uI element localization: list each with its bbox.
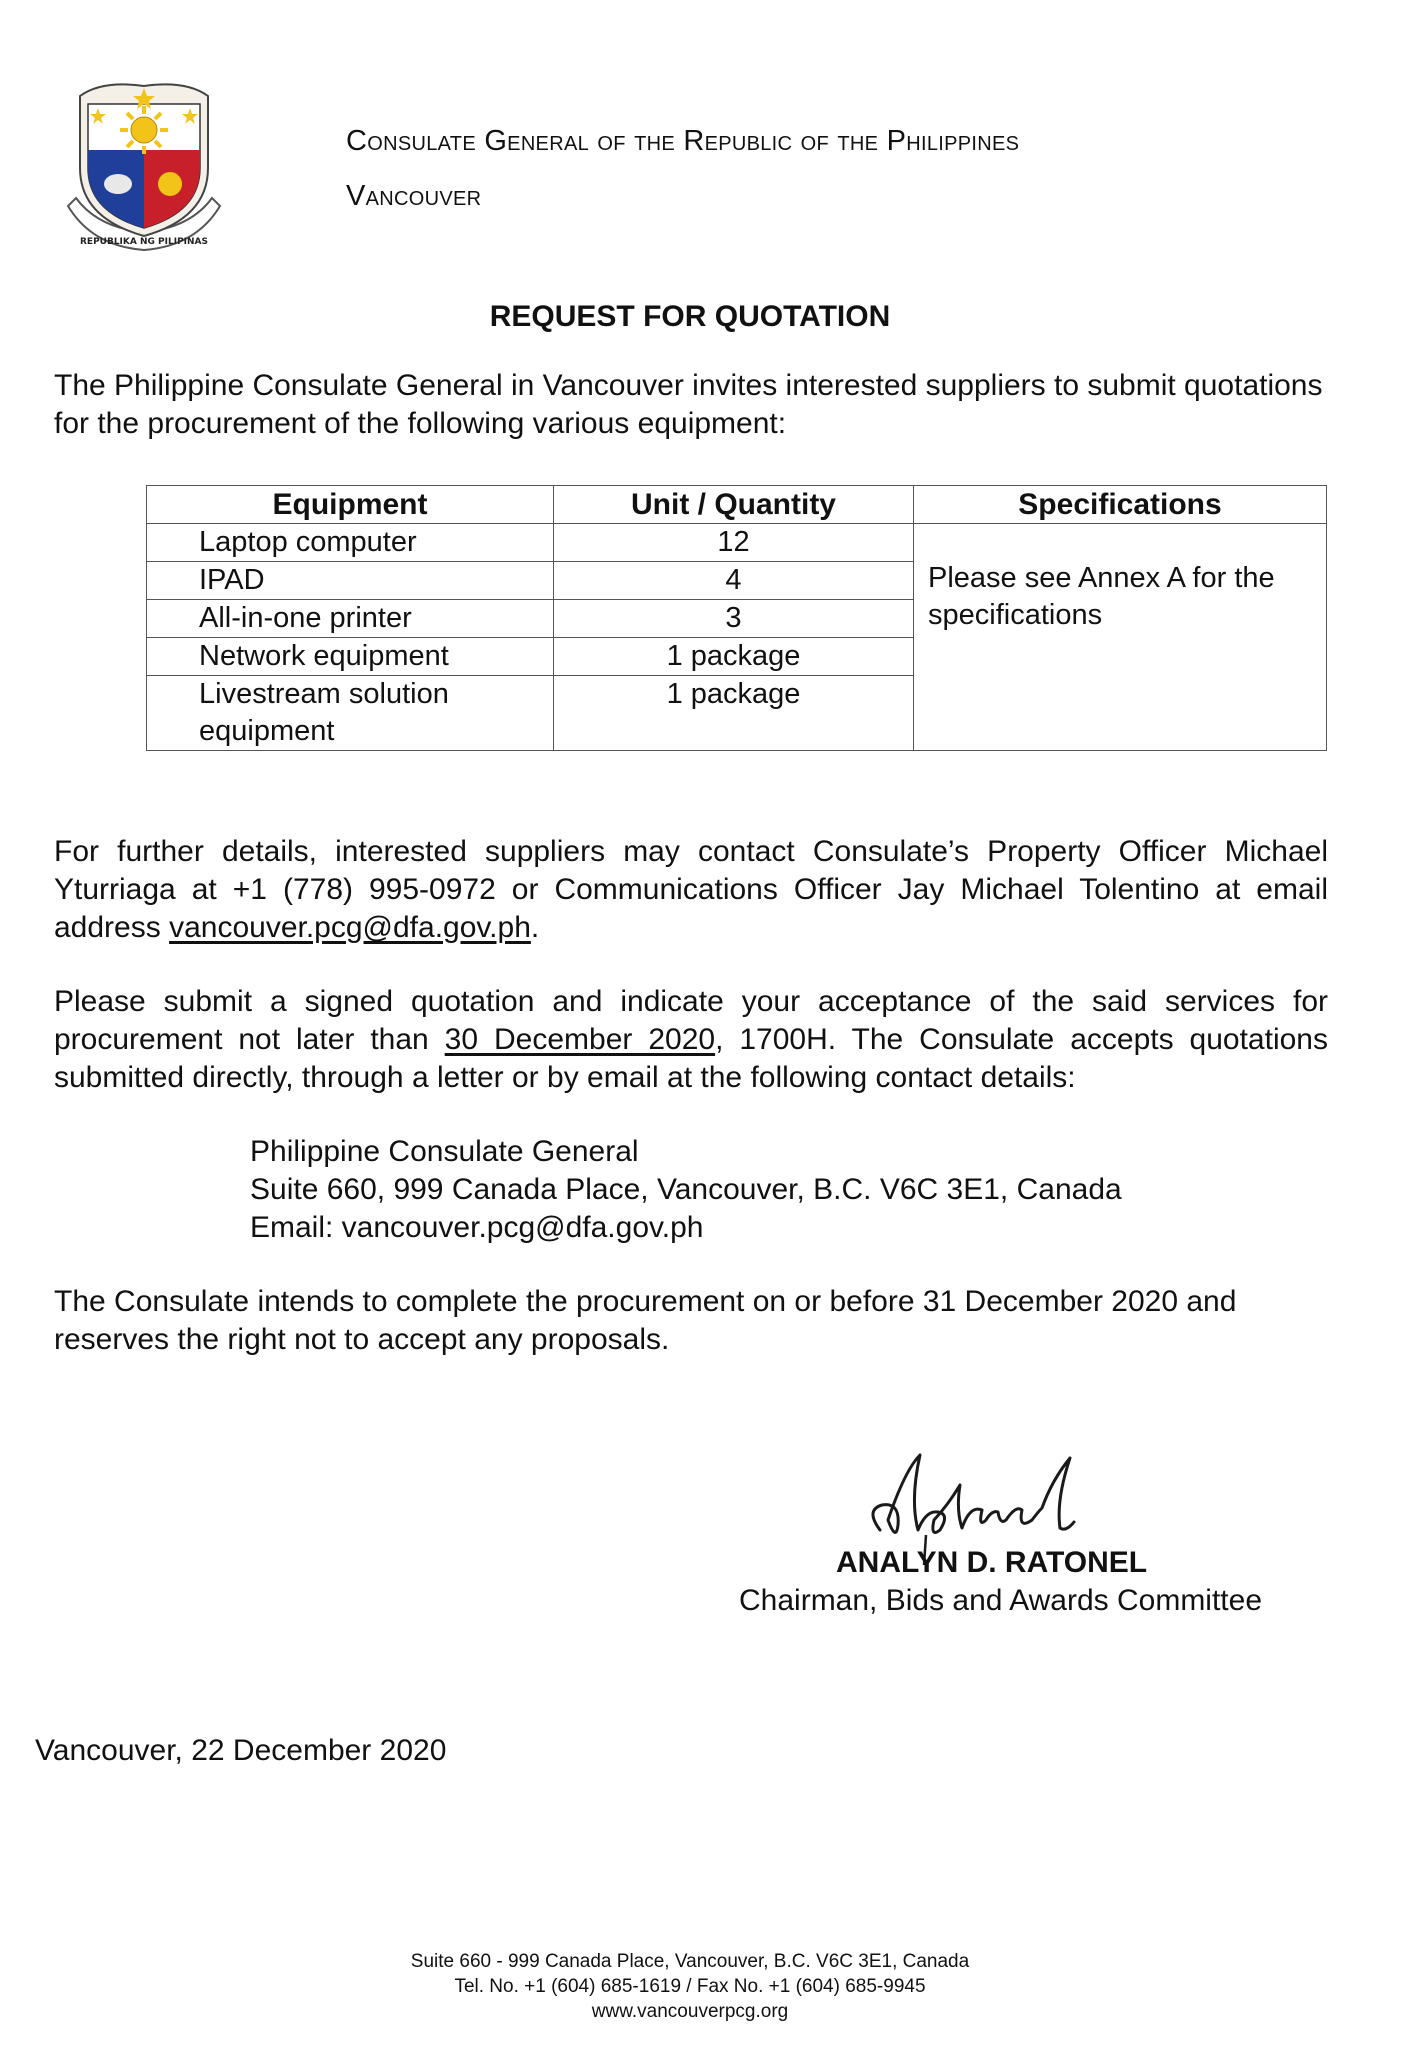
quantity-cell: 1 package: [554, 638, 914, 676]
address-street: Suite 660, 999 Canada Place, Vancouver, B.C. V6C 3E1, Canada: [250, 1173, 1122, 1206]
table-header-row: [147, 486, 1327, 524]
header-quantity: Unit / Quantity: [554, 486, 914, 524]
footer-website[interactable]: www.vancouverpcg.org: [591, 2001, 789, 2022]
quantity-cell: 1 package: [554, 676, 914, 751]
consulate-city: Vancouver: [346, 180, 482, 212]
address-email: Email: vancouver.pcg@dfa.gov.ph: [250, 1211, 704, 1244]
equipment-cell: Livestream solution equipment: [147, 676, 554, 751]
svg-text:REPUBLIKA NG PILIPINAS: REPUBLIKA NG PILIPINAS: [79, 237, 209, 247]
submit-paragraph: [54, 983, 1328, 1097]
equipment-cell: Network equipment: [147, 638, 554, 676]
contact-email-link[interactable]: vancouver.pcg@dfa.gov.ph: [169, 911, 531, 944]
footer-phone: Tel. No. +1 (604) 685-1619 / Fax No. +1 (604) 685-9945: [454, 1976, 926, 1997]
specifications-cell: Please see Annex A for the specifications: [914, 524, 1327, 751]
address-name: Philippine Consulate General: [250, 1135, 639, 1168]
quantity-cell: 3: [554, 600, 914, 638]
date-line: Vancouver, 22 December 2020: [35, 1734, 447, 1767]
header-equipment: Equipment: [147, 486, 554, 524]
equipment-cell: All-in-one printer: [147, 600, 554, 638]
equipment-cell: Laptop computer: [147, 524, 554, 562]
submit-text-after: , 1700H. The Consulate accepts quotations submitted directly, through a letter or by email at the following contact details:: [54, 1023, 1328, 1094]
footer-address: Suite 660 - 999 Canada Place, Vancouver, B.C. V6C 3E1, Canada: [410, 1951, 970, 1972]
contact-end: .: [530, 911, 540, 944]
contact-text: For further details, interested suppliers may contact Consulate’s Property Officer Michael Yturriaga at +1 (778) 995-0972 or Communications Officer Jay Michael Tolentino at email address: [54, 835, 1328, 944]
intro-paragraph: The Philippine Consulate General in Vancouver invites interested suppliers to submit quotations for the procurement of the following various equipment:: [54, 369, 1323, 440]
header-specifications: Specifications: [914, 486, 1327, 524]
contact-address-block: [250, 1133, 1122, 1247]
quantity-cell: 4: [554, 562, 914, 600]
contact-paragraph: [54, 833, 1328, 947]
signatory-title: Chairman, Bids and Awards Committee: [739, 1584, 1263, 1617]
quantity-cell: 12: [554, 524, 914, 562]
philippine-seal-logo: [62, 78, 227, 253]
equipment-cell: IPAD: [147, 562, 554, 600]
equipment-table: [146, 485, 1327, 751]
closing-paragraph: The Consulate intends to complete the procurement on or before 31 December 2020 and reserves the right not to accept any proposals.: [54, 1285, 1237, 1356]
letterhead-footer: [0, 1949, 1380, 2024]
table-row: [147, 524, 1327, 562]
deadline-date: 30 December 2020: [444, 1023, 716, 1056]
document-title: REQUEST FOR QUOTATION: [489, 300, 891, 333]
signatory-name: ANALYN D. RATONEL: [836, 1546, 1148, 1579]
submit-text-before: Please submit a signed quotation and indicate your acceptance of the said services for procurement not later than: [54, 985, 1328, 1056]
consulate-name: Consulate General of the Republic of the Philippines: [346, 125, 1020, 157]
